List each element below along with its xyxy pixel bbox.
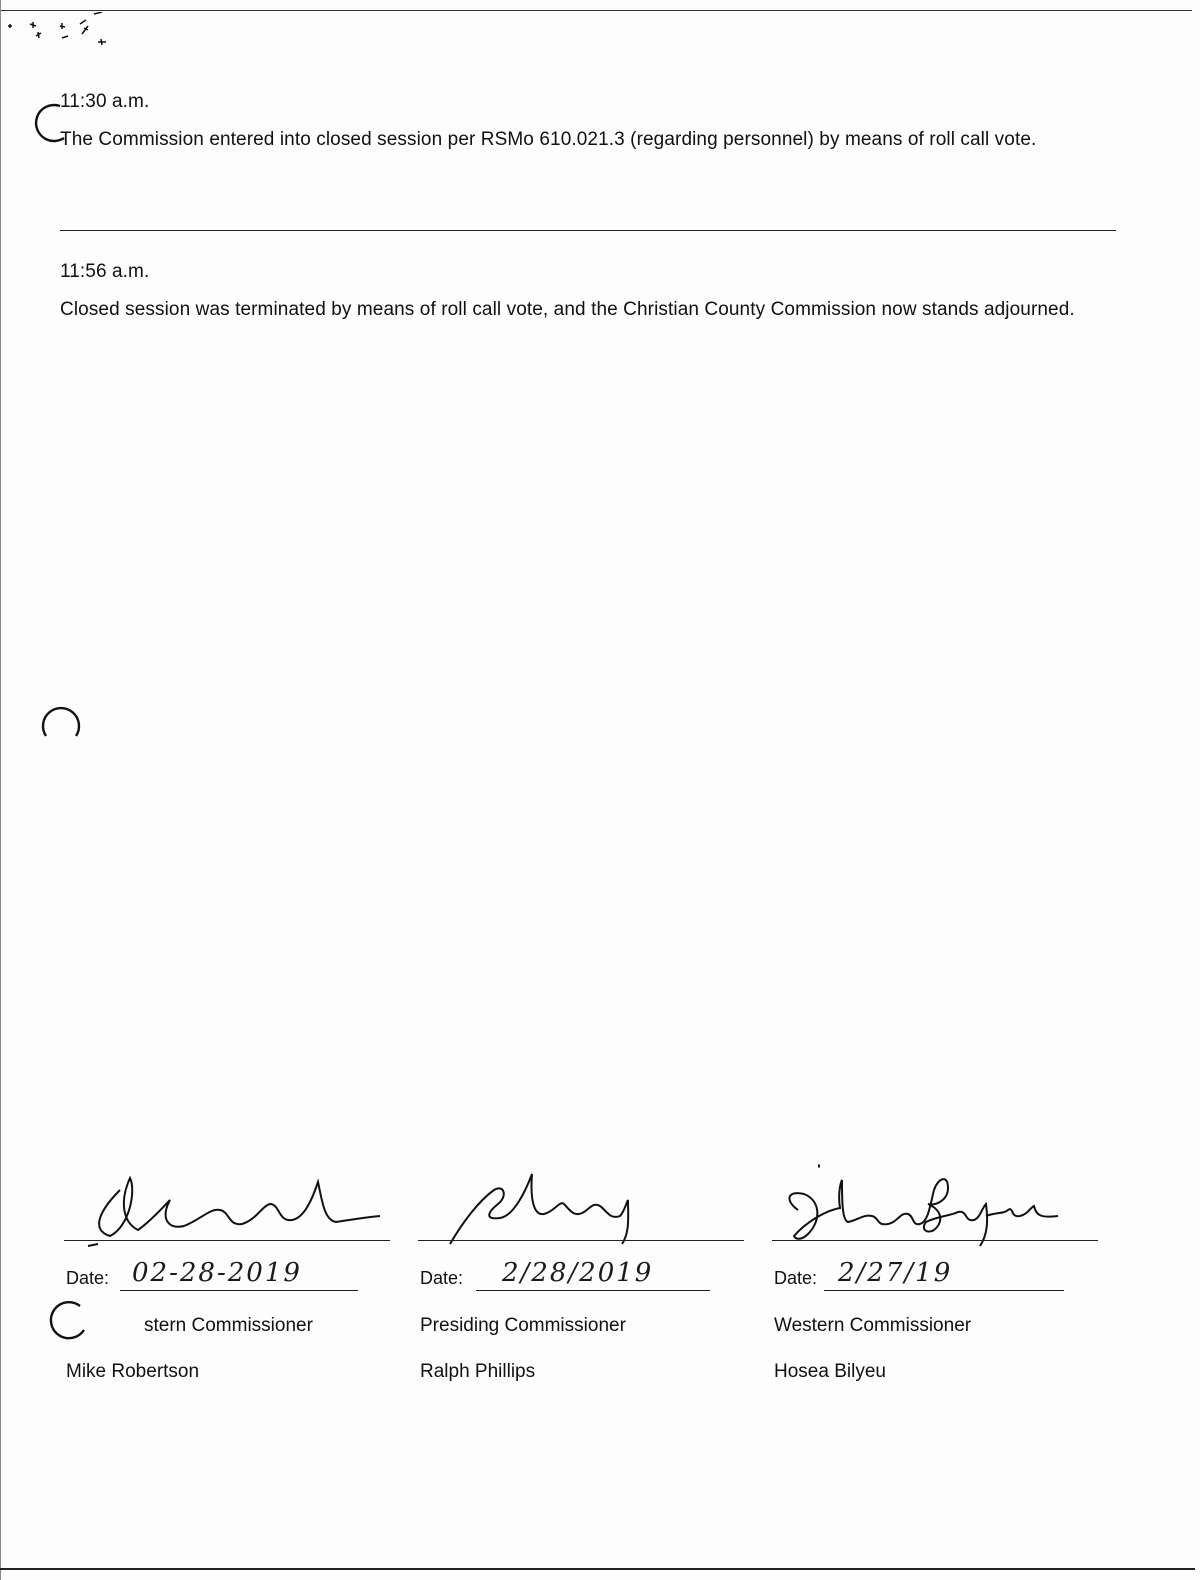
entry2-text: Closed session was terminated by means of roll call vote, and the Christian County Commission now stands adjourned. <box>60 299 1075 320</box>
left-edge <box>0 0 1 1580</box>
commissioner-name: Mike Robertson <box>66 1361 200 1382</box>
commissioner-name: Hosea Bilyeu <box>774 1361 886 1382</box>
commissioner-role: Presiding Commissioner <box>420 1315 626 1336</box>
signature-block-phillips <box>414 1160 744 1390</box>
entry2-time: 11:56 a.m. <box>60 261 150 282</box>
commissioner-role: stern Commissioner <box>144 1315 313 1336</box>
date-line <box>824 1290 1064 1291</box>
entry1-text: The Commission entered into closed session per RSMo 610.021.3 (regarding personnel) by means of roll call vote. <box>60 129 1037 150</box>
entry1-time: 11:30 a.m. <box>60 91 150 112</box>
commissioner-name: Ralph Phillips <box>420 1361 536 1382</box>
signature-line <box>418 1240 744 1241</box>
handwritten-date: 2/28/2019 <box>502 1258 654 1288</box>
handwritten-signature <box>768 1160 1098 1250</box>
date-label: Date: <box>774 1268 818 1288</box>
handwritten-date: 2/27/19 <box>838 1258 953 1288</box>
handwritten-signature <box>60 1160 390 1250</box>
section-divider <box>60 230 1116 231</box>
date-line <box>120 1290 358 1291</box>
handwritten-date: 02-28-2019 <box>132 1258 302 1288</box>
signature-line <box>772 1240 1098 1241</box>
top-rule <box>0 10 1192 11</box>
scan-noise-marks <box>0 12 120 52</box>
handwritten-signature <box>414 1160 744 1250</box>
signature-line <box>64 1240 390 1241</box>
date-label: Date: <box>420 1268 464 1288</box>
punch-hole-mark-middle <box>40 700 84 744</box>
date-label: Date: <box>66 1268 110 1288</box>
signature-block-bilyeu <box>768 1160 1098 1390</box>
date-line <box>476 1290 710 1291</box>
signature-block-robertson <box>60 1160 390 1390</box>
punch-hole-mark-top <box>30 100 74 146</box>
bottom-rule <box>0 1568 1195 1570</box>
commissioner-role: Western Commissioner <box>774 1315 972 1336</box>
